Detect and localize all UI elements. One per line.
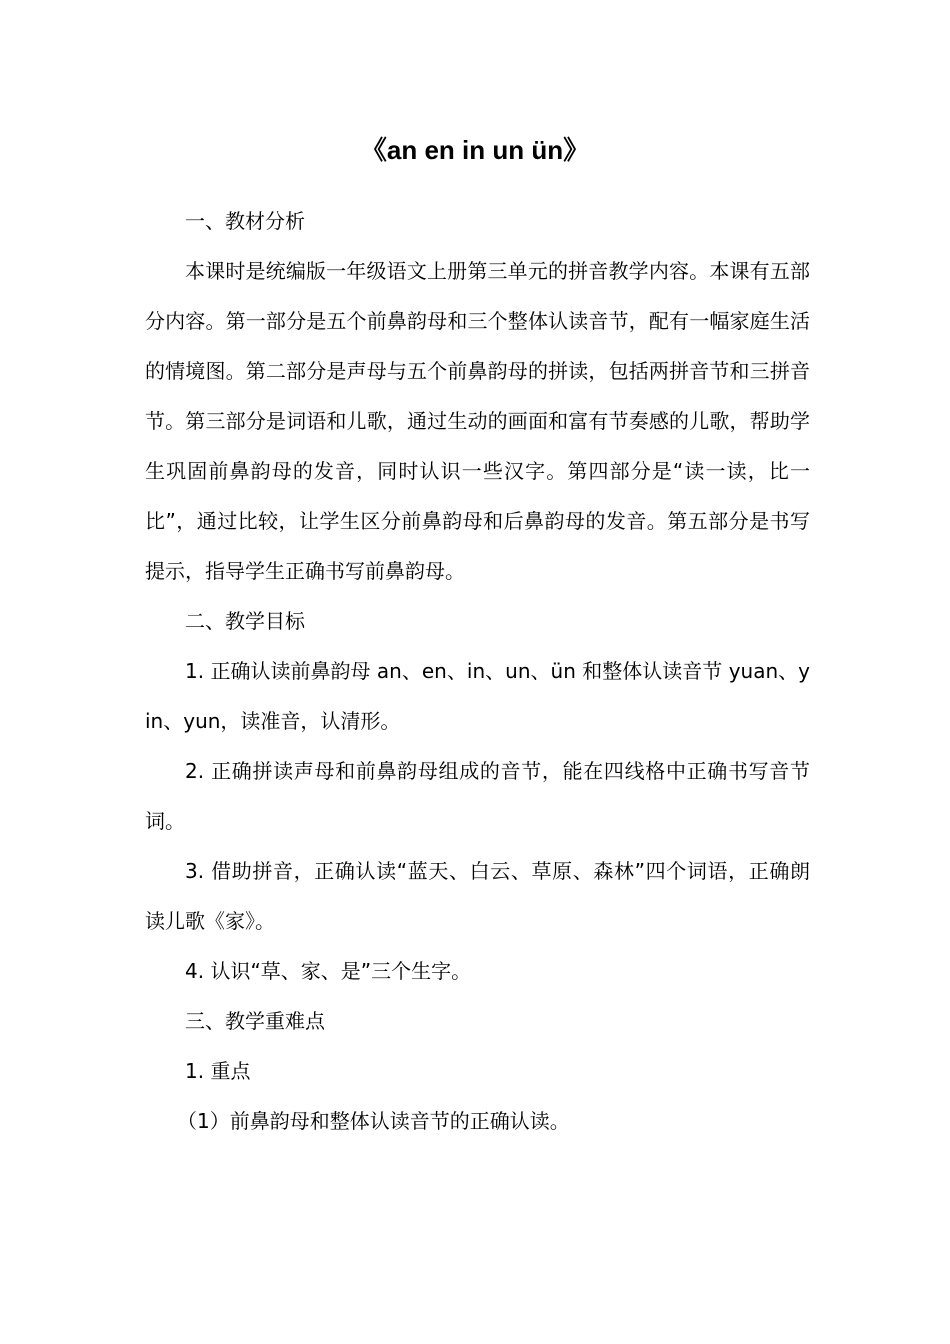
goal-item-4: 4. 认识“草、家、是”三个生字。 [185, 959, 472, 983]
section-heading-teaching-goals: 二、教学目标 [185, 609, 305, 633]
document-body [145, 196, 810, 1146]
key-point-sub-item-1: （1）前鼻韵母和整体认读音节的正确认读。 [177, 1109, 570, 1133]
section-heading-textbook-analysis: 一、教材分析 [185, 209, 305, 233]
document-title: 《an en in un ün》 [360, 135, 590, 165]
goal-item-3: 3. 借助拼音，正确认读“蓝天、白云、草原、森林”四个词语，正确朗读儿歌《家》。 [145, 859, 810, 933]
goal-item-1: 1. 正确认读前鼻韵母 an、en、in、un、ün 和整体认读音节 yuan、yin、yun，读准音，认清形。 [145, 659, 810, 733]
key-point-heading: 1. 重点 [185, 1059, 251, 1083]
section-heading-key-points: 三、教学重难点 [185, 1009, 325, 1033]
paragraph-textbook-analysis: 本课时是统编版一年级语文上册第三单元的拼音教学内容。本课有五部分内容。第一部分是五个前鼻韵母和三个整体认读音节，配有一幅家庭生活的情境图。第二部分是声母与五个前鼻韵母的拼读，包括两拼音节和三拼音节。第三部分是词语和儿歌，通过生动的画面和富有节奏感的儿歌，帮助学生巩固前鼻韵母的发音，同时认识一些汉字。第四部分是“读一读，比一比”，通过比较，让学生区分前鼻韵母和后鼻韵母的发音。第五部分是书写提示，指导学生正确书写前鼻韵母。 [145, 259, 810, 583]
goal-item-2: 2. 正确拼读声母和前鼻韵母组成的音节，能在四线格中正确书写音节词。 [145, 759, 810, 833]
